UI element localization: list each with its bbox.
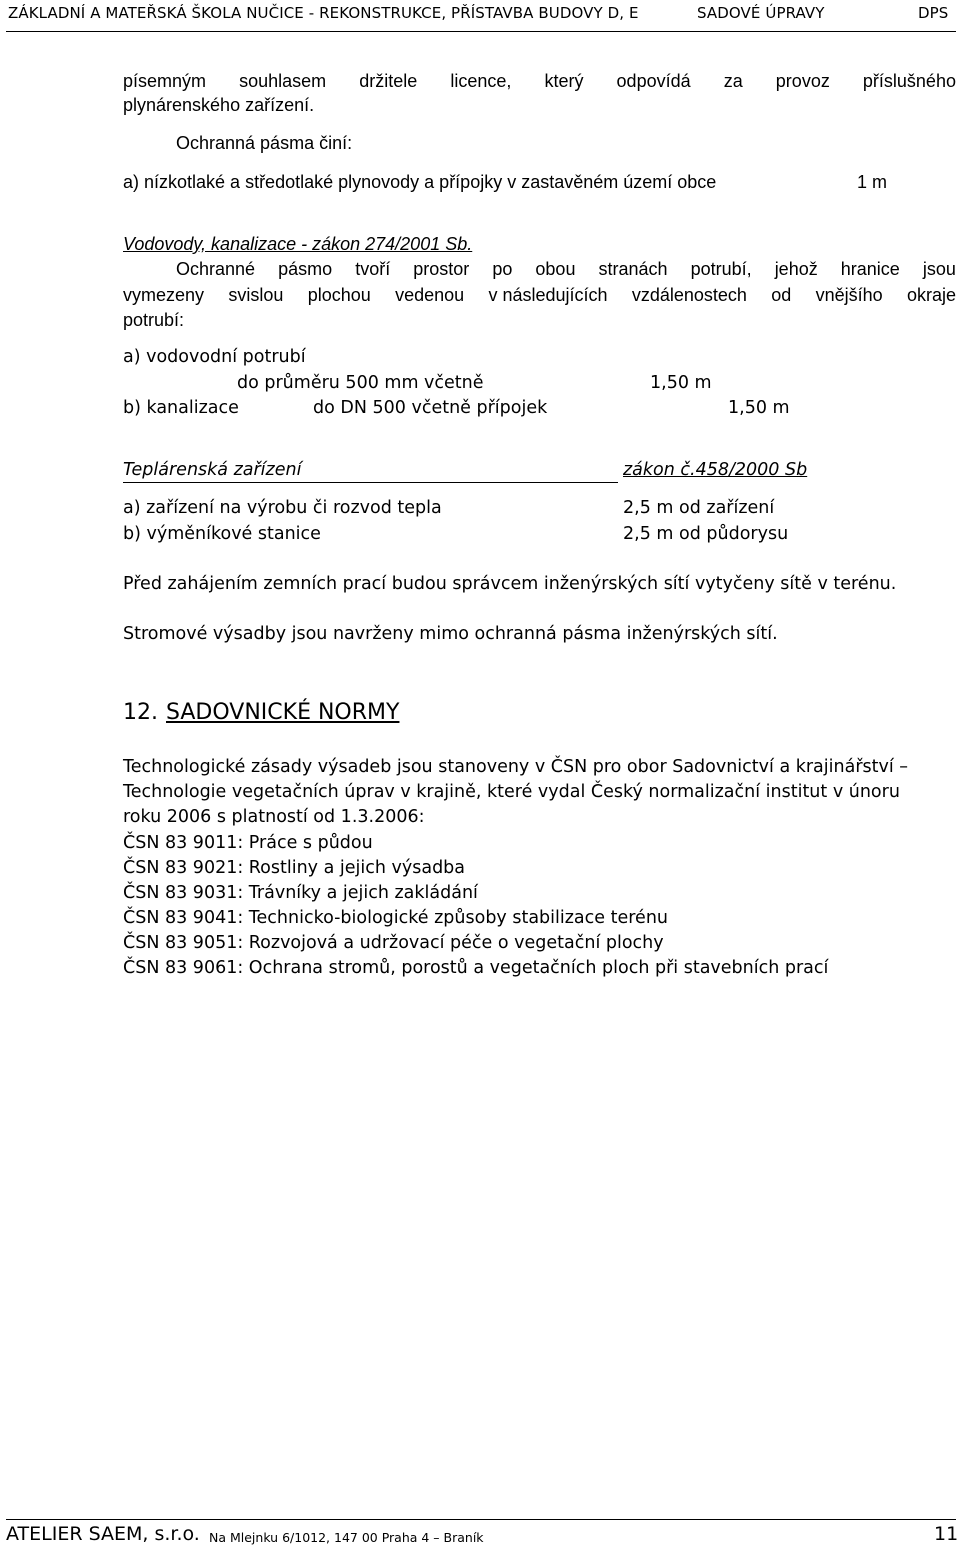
heat-heading-underline [123, 482, 618, 483]
section-intro-line1: Technologické zásady výsadeb jsou stanoveny v ČSN pro obor Sadovnictví a krajinářství – [123, 757, 909, 777]
water-item-a-sub: do průměru 500 mm včetně [237, 373, 484, 393]
header-rule [6, 31, 956, 32]
water-item-b: b) kanalizace [123, 398, 239, 418]
word: který [544, 71, 584, 91]
footer-company: ATELIER SAEM, s.r.o. [6, 1523, 200, 1545]
section-number: 12. [123, 700, 158, 725]
footer-address: Na Mlejnku 6/1012, 147 00 Praha 4 – Braník [209, 1530, 484, 1545]
word: v následujících [488, 285, 608, 305]
word: stranách [598, 259, 668, 279]
water-item-b-value: 1,50 m [728, 398, 790, 418]
heat-item-b-value: 2,5 m od půdorysu [623, 524, 789, 544]
water-item-a: a) vodovodní potrubí [123, 347, 306, 367]
note-line-1: Před zahájením zemních prací budou správcem inženýrských sítí vytyčeny sítě v terénu. [123, 574, 897, 594]
word: hranice [840, 259, 900, 279]
heat-item-b: b) výměníkové stanice [123, 524, 321, 544]
word: písemným [123, 71, 207, 91]
gas-item-a: a) nízkotlaké a středotlaké plynovody a přípojky v zastavěném území obce [123, 172, 717, 192]
word: odpovídá [616, 71, 691, 91]
norm-item: ČSN 83 9011: Práce s půdou [123, 833, 373, 853]
gas-paragraph-line1 [123, 71, 956, 92]
water-item-b-sub: do DN 500 včetně přípojek [313, 398, 548, 418]
word: od [771, 285, 792, 305]
section-intro-line2: Technologie vegetačních úprav v krajině, které vydal Český normalizační institut v únoru [123, 782, 900, 802]
word: jsou [922, 259, 956, 279]
word: vnějšího [815, 285, 883, 305]
header-stage: DPS [918, 4, 949, 22]
norm-item: ČSN 83 9051: Rozvojová a udržovací péče o vegetační plochy [123, 933, 664, 953]
word: vzdálenostech [631, 285, 747, 305]
word: tvoří [355, 259, 391, 279]
word: plochou [307, 285, 371, 305]
word: po [492, 259, 513, 279]
norm-item: ČSN 83 9041: Technicko-biologické způsoby stabilizace terénu [123, 908, 668, 928]
word: držitele [359, 71, 418, 91]
water-paragraph-line2 [123, 285, 956, 306]
heat-item-a-value: 2,5 m od zařízení [623, 498, 775, 518]
footer-page-number: 11 [934, 1523, 959, 1545]
word: vedenou [395, 285, 465, 305]
word: pásmo [278, 259, 333, 279]
section-title: SADOVNICKÉ NORMY [166, 700, 400, 725]
water-item-a-value: 1,50 m [650, 373, 712, 393]
note-line-2: Stromové výsadby jsou navrženy mimo ochranná pásma inženýrských sítí. [123, 624, 778, 644]
gas-zones-intro: Ochranná pásma činí: [176, 133, 353, 153]
norm-item: ČSN 83 9061: Ochrana stromů, porostů a vegetačních ploch při stavebních prací [123, 958, 829, 978]
section-intro-line3: roku 2006 s platností od 1.3.2006: [123, 807, 425, 827]
footer-rule [6, 1519, 956, 1520]
norm-item: ČSN 83 9021: Rostliny a jejich výsadba [123, 858, 466, 878]
header-title: ZÁKLADNÍ A MATEŘSKÁ ŠKOLA NUČICE - REKONSTRUKCE, PŘÍSTAVBA BUDOVY D, E [8, 4, 639, 22]
word: okraje [906, 285, 956, 305]
water-heading: Vodovody, kanalizace - zákon 274/2001 Sb. [123, 234, 473, 254]
header-section: SADOVÉ ÚPRAVY [697, 4, 825, 22]
word: za [723, 71, 743, 91]
word: provoz [775, 71, 830, 91]
water-paragraph-line3: potrubí: [123, 310, 185, 330]
norm-item: ČSN 83 9031: Trávníky a jejich zakládání [123, 883, 478, 903]
heat-law: zákon č.458/2000 Sb [623, 460, 808, 480]
heat-item-a: a) zařízení na výrobu či rozvod tepla [123, 498, 442, 518]
word: licence, [450, 71, 512, 91]
word: Ochranné [176, 259, 256, 279]
word: svislou [228, 285, 284, 305]
water-paragraph-line1 [176, 259, 956, 280]
word: potrubí, [690, 259, 752, 279]
word: prostor [413, 259, 470, 279]
word: vymezeny [123, 285, 205, 305]
word: obou [535, 259, 576, 279]
gas-paragraph-line2: plynárenského zařízení. [123, 95, 315, 115]
word: příslušného [862, 71, 956, 91]
word: jehož [774, 259, 818, 279]
word: souhlasem [239, 71, 327, 91]
gas-item-a-value: 1 m [857, 172, 888, 192]
heat-heading: Teplárenská zařízení [123, 460, 302, 480]
